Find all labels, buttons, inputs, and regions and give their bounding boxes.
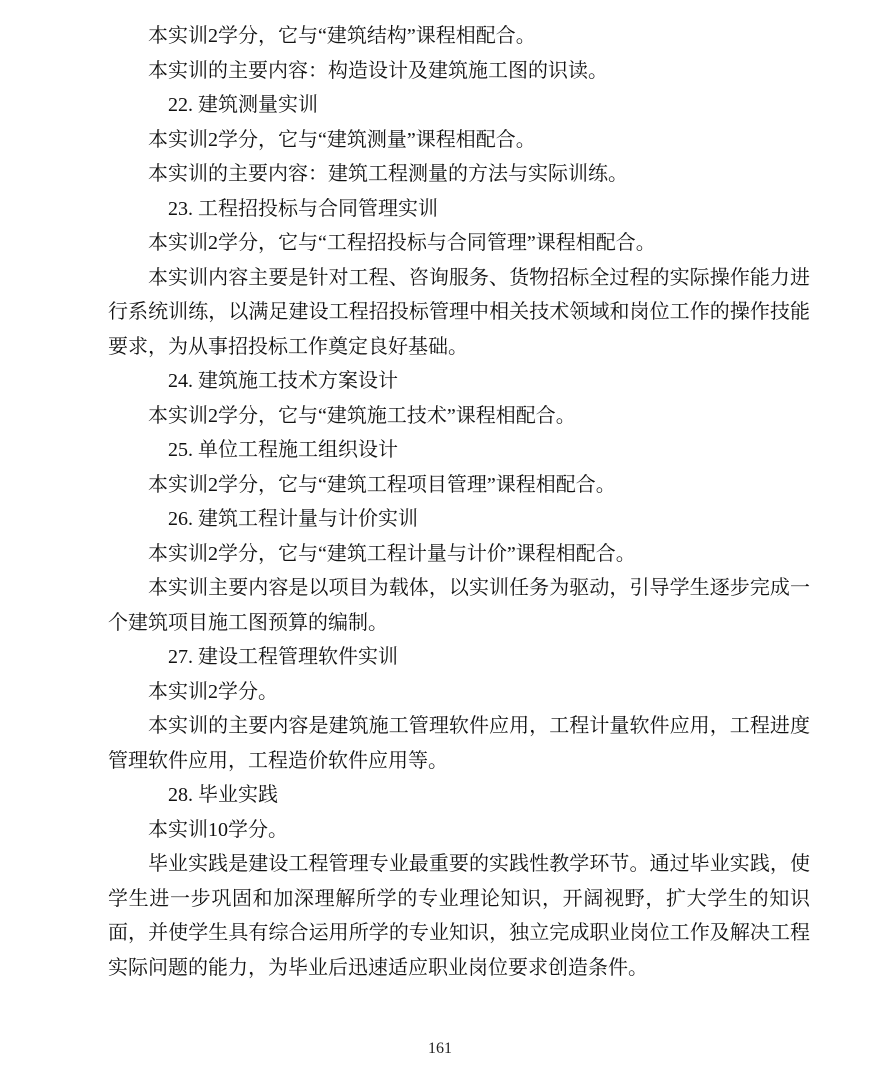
paragraph: 本实训10学分。	[148, 818, 288, 841]
numbered-item-heading: 27. 建设工程管理软件实训	[168, 646, 398, 668]
paragraph: 本实训2学分。	[148, 680, 278, 703]
paragraph: 本实训2学分，它与“建筑工程项目管理”课程相配合。	[148, 473, 616, 496]
paragraph: 本实训2学分，它与“建筑结构”课程相配合。	[148, 25, 536, 47]
paragraph: 本实训的主要内容：建筑工程测量的方法与实际训练。	[148, 163, 628, 185]
numbered-item-heading: 26. 建筑工程计量与计价实训	[168, 508, 418, 530]
numbered-item-heading: 24. 建筑施工技术方案设计	[168, 370, 398, 392]
document-body	[108, 19, 810, 985]
paragraph: 毕业实践是建设工程管理专业最重要的实践性教学环节。通过毕业实践，使学生进一步巩固和加深理解所学的专业理论知识，开阔视野，扩大学生的知识面，并使学生具有综合运用所学的专业知识，独立完成职业岗位工作及解决工程实际问题的能力，为毕业后迅速适应职业岗位要求创造条件。	[108, 853, 810, 979]
paragraph: 本实训主要内容是以项目为载体，以实训任务为驱动，引导学生逐步完成一个建筑项目施工图预算的编制。	[108, 577, 810, 634]
numbered-item-heading: 23. 工程招投标与合同管理实训	[168, 197, 438, 220]
paragraph: 本实训2学分，它与“工程招投标与合同管理”课程相配合。	[148, 232, 656, 254]
paragraph: 本实训内容主要是针对工程、咨询服务、货物招标全过程的实际操作能力进行系统训练，以满足建设工程招投标管理中相关技术领域和岗位工作的操作技能要求，为从事招投标工作奠定良好基础。	[108, 266, 810, 358]
paragraph: 本实训2学分，它与“建筑施工技术”课程相配合。	[148, 404, 576, 427]
paragraph: 本实训2学分，它与“建筑工程计量与计价”课程相配合。	[148, 542, 636, 565]
paragraph: 本实训2学分，它与“建筑测量”课程相配合。	[148, 128, 536, 151]
paragraph: 本实训的主要内容：构造设计及建筑施工图的识读。	[148, 59, 608, 82]
page-footer	[0, 1038, 880, 1060]
numbered-item-heading: 25. 单位工程施工组织设计	[168, 439, 398, 461]
numbered-item-heading: 22. 建筑测量实训	[168, 94, 318, 116]
paragraph: 本实训的主要内容是建筑施工管理软件应用，工程计量软件应用，工程进度管理软件应用，工程造价软件应用等。	[108, 715, 810, 772]
numbered-item-heading: 28. 毕业实践	[168, 784, 278, 806]
page-number: 161	[428, 1040, 452, 1057]
